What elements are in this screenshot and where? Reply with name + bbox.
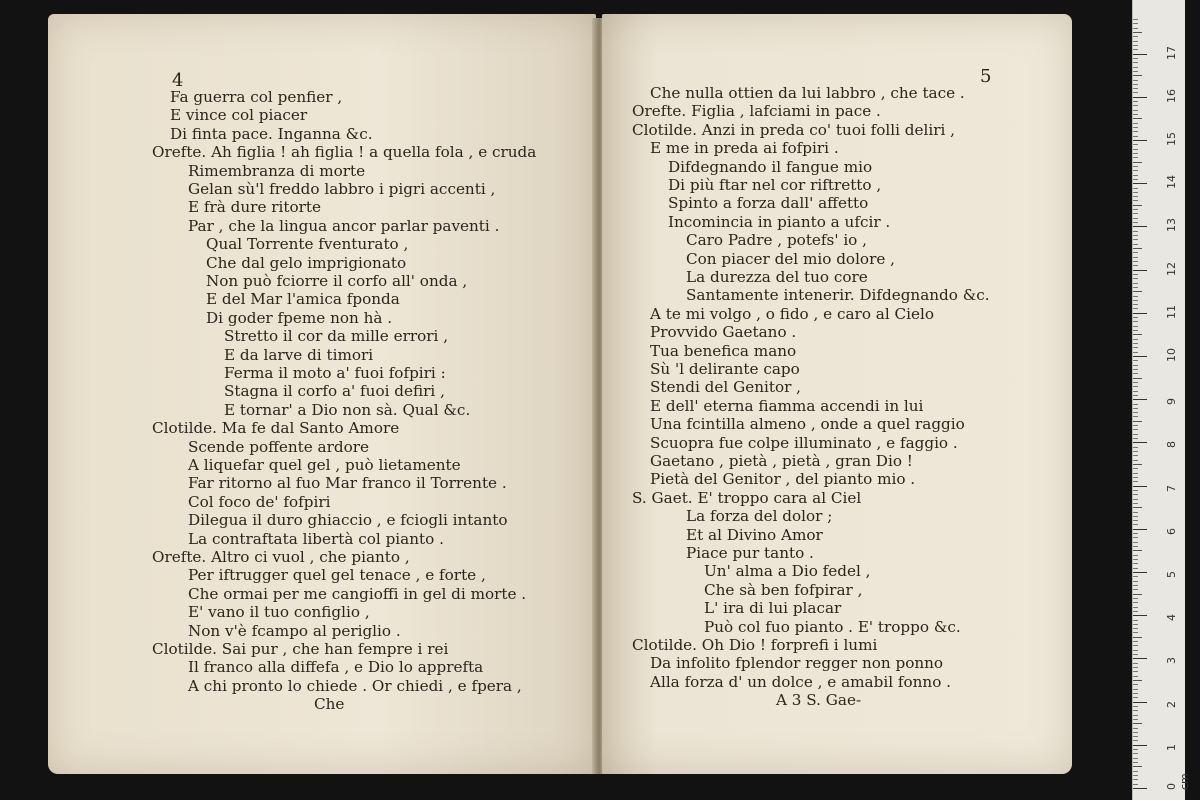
ruler-tick	[1133, 425, 1138, 426]
ruler-tick	[1133, 75, 1142, 76]
text-line: Santamente intenerir. Difdegnando &c.	[686, 286, 990, 305]
text-line: Difdegnando il fangue mio	[668, 157, 873, 176]
ruler-tick	[1133, 235, 1138, 236]
ruler-tick	[1133, 550, 1142, 551]
ruler-label: 5	[1165, 571, 1178, 578]
ruler-tick	[1133, 503, 1138, 504]
ruler-tick	[1133, 447, 1138, 448]
text-line: E dell' eterna fiamma accendi in lui	[650, 396, 924, 415]
ruler-tick	[1133, 153, 1138, 154]
text-line: Scuopra fue colpe illuminato , e faggio .	[650, 433, 958, 452]
ruler-tick	[1133, 28, 1138, 29]
ruler-tick	[1133, 226, 1147, 227]
ruler-tick	[1133, 334, 1142, 335]
ruler-label: 16	[1165, 88, 1178, 103]
ruler-tick	[1133, 542, 1138, 543]
ruler-tick	[1133, 473, 1138, 474]
text-line: S. Gaet. E' troppo cara al Ciel	[632, 488, 862, 507]
ruler-tick	[1133, 533, 1138, 534]
text-line: Sù 'l delirante capo	[650, 360, 800, 378]
ruler-tick	[1133, 321, 1138, 322]
ruler-tick	[1133, 252, 1138, 253]
ruler-tick	[1133, 296, 1138, 297]
text-line: Caro Padre , potefs' io ,	[686, 231, 867, 250]
ruler-tick	[1133, 697, 1138, 698]
ruler-tick	[1133, 486, 1147, 487]
ruler-tick	[1133, 373, 1138, 374]
ruler-tick	[1133, 404, 1138, 405]
page-number-right: 5	[980, 66, 992, 87]
ruler-tick	[1133, 45, 1138, 46]
ruler-tick	[1133, 555, 1138, 556]
ruler-tick	[1133, 257, 1138, 258]
ruler-tick	[1133, 67, 1138, 68]
ruler-tick	[1133, 451, 1138, 452]
ruler-tick	[1133, 80, 1138, 81]
ruler-tick	[1133, 23, 1138, 24]
text-line: La forza del dolor ;	[686, 507, 833, 526]
text-line: Incomincia in pianto a ufcir .	[668, 212, 891, 231]
text-line: Spinto a forza dall' affetto	[668, 194, 869, 213]
ruler-tick	[1133, 244, 1138, 245]
text-line: Che nulla ottien da lui labbro , che tace .	[650, 84, 965, 102]
ruler-tick	[1133, 663, 1138, 664]
ruler-tick	[1133, 343, 1138, 344]
ruler-tick	[1133, 775, 1138, 776]
ruler-tick	[1133, 645, 1138, 646]
open-book	[40, 14, 1080, 782]
ruler-tick	[1133, 715, 1138, 716]
ruler-tick	[1133, 200, 1138, 201]
ruler-tick	[1133, 110, 1138, 111]
ruler-tick	[1133, 170, 1138, 171]
ruler-label: 1	[1165, 743, 1178, 751]
ruler-tick	[1133, 175, 1138, 176]
ruler-tick	[1133, 520, 1138, 521]
ruler-label: 12	[1165, 261, 1178, 276]
ruler-tick	[1133, 507, 1142, 508]
ruler-tick	[1133, 365, 1138, 366]
ruler-tick	[1133, 58, 1138, 59]
text-line: Orefte. Ah figlia ! ah figlia ! a quella fola , e cruda	[152, 143, 537, 162]
ruler-tick	[1133, 676, 1138, 677]
text-line: E del Mar l'amica fponda	[206, 290, 400, 309]
text-line: Tua benefica mano	[650, 341, 797, 360]
ruler-tick	[1133, 429, 1138, 430]
text-line: Di più ftar nel cor riftretto ,	[668, 176, 882, 194]
ruler-tick	[1133, 529, 1147, 530]
text-line: Col foco de' fofpiri	[188, 492, 331, 511]
ruler-tick	[1133, 131, 1138, 132]
ruler-tick	[1133, 468, 1138, 469]
ruler-tick	[1133, 300, 1138, 301]
right-page	[602, 14, 1072, 774]
ruler-tick	[1133, 166, 1138, 167]
ruler-tick	[1133, 101, 1138, 102]
ruler-tick	[1133, 313, 1147, 314]
ruler-tick	[1133, 658, 1147, 659]
ruler-tick	[1133, 546, 1138, 547]
ruler-tick	[1133, 671, 1138, 672]
left-page	[48, 14, 596, 774]
ruler-tick	[1133, 386, 1138, 387]
ruler-tick	[1133, 740, 1138, 741]
text-line: Di goder fpeme non hà .	[206, 308, 393, 327]
ruler-tick	[1133, 559, 1138, 560]
ruler-tick	[1133, 218, 1138, 219]
text-line: Una fcintilla almeno , onde a quel raggio	[650, 415, 965, 434]
ruler-tick	[1133, 308, 1138, 309]
ruler-label: 17	[1165, 45, 1178, 60]
ruler-tick	[1133, 412, 1138, 413]
text-line: Stagna il corfo a' fuoi defiri ,	[224, 382, 445, 401]
ruler-tick	[1133, 49, 1138, 50]
ruler-tick	[1133, 317, 1138, 318]
text-line: Gelan sù'l freddo labbro i pigri accenti ,	[188, 180, 496, 198]
ruler-tick	[1133, 408, 1138, 409]
ruler-tick	[1133, 490, 1138, 491]
ruler-tick	[1133, 209, 1138, 210]
ruler-tick	[1133, 693, 1138, 694]
ruler-tick	[1133, 84, 1138, 85]
measuring-ruler	[1132, 0, 1191, 800]
text-line: Et al Divino Amor	[686, 525, 823, 544]
ruler-tick	[1133, 464, 1142, 465]
ruler-tick	[1133, 654, 1138, 655]
ruler-tick	[1133, 702, 1147, 703]
ruler-label: 10	[1165, 348, 1178, 362]
ruler-tick	[1133, 157, 1138, 158]
ruler-label: 11	[1165, 304, 1178, 319]
ruler-tick	[1133, 438, 1138, 439]
ruler-tick	[1133, 62, 1138, 63]
text-line: Clotilde. Anzi in preda co' tuoi folli deliri ,	[632, 120, 956, 139]
ruler-tick	[1133, 689, 1138, 690]
ruler-tick	[1133, 494, 1138, 495]
ruler-tick	[1133, 291, 1142, 292]
ruler-tick	[1133, 572, 1147, 573]
ruler-tick	[1133, 352, 1138, 353]
text-line: Qual Torrente fventurato ,	[206, 235, 409, 254]
text-line: A te mi volgo , o fido , e caro al Cielo	[650, 304, 934, 323]
text-line: Un' alma a Dio fedel ,	[704, 562, 871, 581]
ruler-tick	[1133, 265, 1138, 266]
ruler-tick	[1133, 196, 1138, 197]
right-page-text	[602, 14, 1072, 774]
ruler-label: 3	[1165, 657, 1178, 665]
ruler-tick	[1133, 192, 1138, 193]
text-line: Non può fciorre il corfo all' onda ,	[206, 272, 468, 290]
ruler-tick	[1133, 745, 1147, 746]
ruler-tick	[1133, 710, 1138, 711]
ruler-tick	[1133, 753, 1138, 754]
text-line: Che dal gelo imprigionato	[206, 253, 407, 272]
ruler-tick	[1133, 114, 1138, 115]
ruler-label: 15	[1165, 132, 1178, 146]
ruler-tick	[1133, 581, 1138, 582]
text-line: Stretto il cor da mille errori ,	[224, 327, 449, 346]
ruler-tick	[1133, 706, 1138, 707]
text-line: Rimembranza di morte	[188, 161, 366, 180]
ruler-tick	[1133, 615, 1147, 616]
ruler-label: 6	[1165, 527, 1178, 535]
ruler-tick	[1133, 105, 1138, 106]
ruler-tick	[1133, 71, 1138, 72]
ruler-tick	[1133, 624, 1138, 625]
ruler-tick	[1133, 54, 1147, 55]
ruler-tick	[1133, 460, 1138, 461]
text-line: Scende poffente ardore	[188, 437, 369, 456]
text-line: Dilegua il duro ghiaccio , e fciogli intanto	[188, 511, 508, 530]
ruler-tick	[1133, 97, 1147, 98]
text-line: L' ira di lui placar	[704, 599, 842, 618]
ruler-tick	[1133, 723, 1142, 724]
text-line: Provvido Gaetano .	[650, 323, 797, 342]
page-number-left: 4	[172, 70, 184, 91]
ruler-tick	[1133, 378, 1142, 379]
ruler-tick	[1133, 270, 1147, 271]
text-line: Il franco alla diffefa , e Dio lo apprefta	[188, 658, 484, 677]
ruler-tick	[1133, 399, 1147, 400]
ruler-tick	[1133, 391, 1138, 392]
ruler-tick	[1133, 766, 1142, 767]
ruler-tick	[1133, 499, 1138, 500]
ruler-label: 14	[1165, 175, 1178, 190]
text-line: La durezza del tuo core	[686, 268, 868, 286]
text-line: A chi pronto lo chiede . Or chiedi , e fpera ,	[188, 676, 522, 695]
ruler-tick	[1133, 421, 1142, 422]
ruler-tick	[1133, 149, 1138, 150]
ruler-tick	[1133, 719, 1138, 720]
text-line: Che sà ben fofpirar ,	[704, 580, 863, 599]
ruler-tick	[1133, 36, 1138, 37]
ruler-tick	[1133, 213, 1138, 214]
text-line: Con piacer del mio dolore ,	[686, 249, 895, 268]
ruler-tick	[1133, 442, 1147, 443]
ruler-tick	[1133, 369, 1138, 370]
ruler-label: 4	[1165, 614, 1178, 622]
ruler-tick	[1133, 127, 1138, 128]
ruler-tick	[1133, 330, 1138, 331]
ruler-tick	[1133, 416, 1138, 417]
text-line: Di finta pace. Inganna &c.	[170, 124, 373, 143]
ruler-tick	[1133, 339, 1138, 340]
ruler-tick	[1133, 287, 1138, 288]
ruler-label: 9	[1165, 398, 1178, 406]
text-line: E da larve di timori	[224, 345, 374, 364]
ruler-tick	[1133, 779, 1138, 780]
ruler-label: 8	[1165, 441, 1178, 449]
ruler-tick	[1133, 771, 1138, 772]
text-line: E me in preda ai fofpiri .	[650, 139, 839, 158]
ruler-tick	[1133, 680, 1142, 681]
ruler-label: 13	[1165, 218, 1178, 233]
ruler-tick	[1133, 684, 1138, 685]
ruler-tick	[1133, 516, 1138, 517]
ruler-tick	[1133, 585, 1138, 586]
ruler-tick	[1133, 356, 1147, 357]
ruler-tick	[1133, 477, 1138, 478]
ruler-tick	[1133, 788, 1147, 789]
ruler-label: 0 cm	[1165, 773, 1191, 790]
text-line: E' vano il tuo configlio ,	[188, 603, 370, 622]
ruler-tick	[1133, 594, 1142, 595]
ruler-tick	[1133, 144, 1138, 145]
text-line: Non v'è fcampo al periglio .	[188, 621, 401, 640]
ruler-tick	[1133, 749, 1138, 750]
text-line: Piace pur tanto .	[686, 544, 814, 562]
ruler-tick	[1133, 637, 1142, 638]
ruler-tick	[1133, 382, 1138, 383]
ruler-tick	[1133, 123, 1138, 124]
ruler-tick	[1133, 118, 1142, 119]
ruler-tick	[1133, 32, 1142, 33]
ruler-tick	[1133, 762, 1138, 763]
text-line: E vince col piacer	[170, 106, 308, 125]
ruler-tick	[1133, 563, 1138, 564]
text-line: Clotilde. Sai pur , che han fempre i rei	[152, 640, 449, 658]
ruler-tick	[1133, 278, 1138, 279]
ruler-tick	[1133, 784, 1138, 785]
ruler-tick	[1133, 248, 1142, 249]
text-line: E frà dure ritorte	[188, 198, 321, 217]
text-line: Per iftrugger quel gel tenace , e forte ,	[188, 566, 486, 585]
text-line: Far ritorno al fuo Mar franco il Torrente .	[188, 474, 507, 493]
ruler-tick	[1133, 524, 1138, 525]
ruler-tick	[1133, 19, 1138, 20]
ruler-tick	[1133, 162, 1142, 163]
ruler-tick	[1133, 728, 1138, 729]
ruler-tick	[1133, 481, 1138, 482]
text-line: Clotilde. Oh Dio ! forprefi i lumi	[632, 636, 878, 654]
ruler-tick	[1133, 188, 1138, 189]
ruler-tick	[1133, 641, 1138, 642]
text-line: Che	[314, 695, 345, 714]
ruler-tick	[1133, 88, 1138, 89]
ruler-tick	[1133, 239, 1138, 240]
ruler-tick	[1133, 140, 1147, 141]
ruler-tick	[1133, 607, 1138, 608]
text-line: Gaetano , pietà , pietà , gran Dio !	[650, 452, 913, 470]
ruler-tick	[1133, 568, 1138, 569]
ruler-tick	[1133, 261, 1138, 262]
text-line: Alla forza d' un dolce , e amabil fonno .	[650, 672, 952, 691]
ruler-tick	[1133, 179, 1138, 180]
text-line: E tornar' a Dio non sà. Qual &c.	[224, 400, 471, 419]
text-line: A liquefar quel gel , può lietamente	[188, 456, 461, 474]
ruler-tick	[1133, 736, 1138, 737]
ruler-tick	[1133, 205, 1142, 206]
ruler-tick	[1133, 92, 1138, 93]
ruler-tick	[1133, 395, 1138, 396]
text-line: Clotilde. Ma fe dal Santo Amore	[152, 419, 400, 438]
ruler-tick	[1133, 304, 1138, 305]
ruler-tick	[1133, 274, 1138, 275]
ruler-tick	[1133, 360, 1138, 361]
ruler-tick	[1133, 41, 1138, 42]
text-line: Ferma il moto a' fuoi fofpiri :	[224, 364, 446, 382]
ruler-tick	[1133, 434, 1138, 435]
ruler-tick	[1133, 758, 1138, 759]
ruler-tick	[1133, 667, 1138, 668]
text-line: La contraftata libertà col pianto .	[188, 529, 444, 548]
ruler-tick	[1133, 183, 1147, 184]
text-line: Pietà del Genitor , del pianto mio .	[650, 470, 916, 489]
ruler-tick	[1133, 628, 1138, 629]
text-line: Orefte. Altro ci vuol , che pianto ,	[152, 548, 410, 566]
ruler-tick	[1133, 326, 1138, 327]
ruler-tick	[1133, 347, 1138, 348]
ruler-tick	[1133, 589, 1138, 590]
text-line: Orefte. Figlia , lafciami in pace .	[632, 102, 881, 121]
text-line: Che ormai per me cangioffi in gel di morte .	[188, 584, 527, 603]
left-page-text	[48, 14, 596, 774]
ruler-tick	[1133, 512, 1138, 513]
text-line: Fa guerra col penfier ,	[170, 88, 343, 106]
ruler-tick	[1133, 537, 1138, 538]
ruler-tick	[1133, 576, 1138, 577]
text-line: Da infolito fplendor regger non ponno	[650, 654, 944, 673]
ruler-tick	[1133, 620, 1138, 621]
ruler-tick	[1133, 602, 1138, 603]
text-line: Par , che la lingua ancor parlar paventi .	[188, 216, 500, 235]
ruler-tick	[1133, 611, 1138, 612]
ruler-label: 2	[1165, 700, 1178, 708]
text-line: Può col fuo pianto . E' troppo &c.	[704, 617, 961, 636]
ruler-tick	[1133, 632, 1138, 633]
ruler-tick	[1133, 283, 1138, 284]
ruler-tick	[1133, 732, 1138, 733]
ruler-tick	[1133, 222, 1138, 223]
ruler-tick	[1133, 231, 1138, 232]
ruler-tick	[1133, 136, 1138, 137]
ruler-tick	[1133, 598, 1138, 599]
text-line: Stendi del Genitor ,	[650, 378, 801, 397]
ruler-tick	[1133, 455, 1138, 456]
ruler-label: 7	[1165, 484, 1178, 492]
ruler-tick	[1133, 650, 1138, 651]
text-line: A 3 S. Gae-	[776, 691, 862, 710]
